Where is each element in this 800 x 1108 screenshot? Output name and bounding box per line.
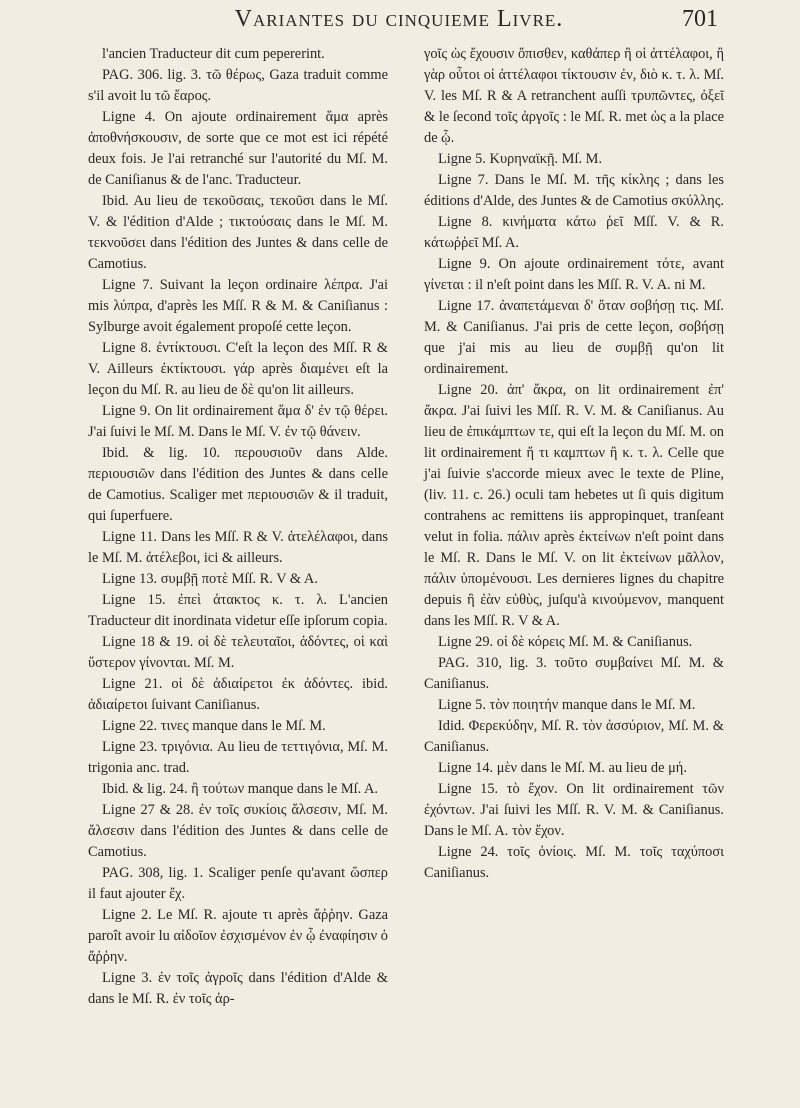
paragraph: Ligne 5. τὸν ποιητήν manque dans le Mſ. M. <box>438 697 696 713</box>
paragraph: Ibid. & lig. 24. ἢ τούτων manque dans le Mſ. A. <box>102 781 379 797</box>
paragraph: Ligne 7. Suivant la leçon ordinaire λέπρα. J'ai mis λύπρα, d'après les Mſſ. R & M. & Caniſianus : Sylburge avoit également propoſé cette leçon. <box>88 277 388 335</box>
paragraph: Ligne 20. ἀπ' ἄκρα, on lit ordinairement ἐπ' ἄκρα. J'ai ſuivi les Mſſ. R. V. M. & Caniſianus. Au lieu de ἐπικάμπτων τε, qui eſt la leçon du Mſ. M. on lit ordinairement ἤ τι καμπτων ἢ κ. τ. λ. Celle que j'ai ſuivie s'accorde mieux avec le texte de Pline, (liv. 11. c. 26.) oculi tam hebetes ut ſi quis digitum contrahens ac remittens iis appropinquet, tranſeant velut in folia. πάλιν après ἐκτείνων n'eſt point dans le Mſ. R. Dans le Mſ. V. on lit ἐκτείνων μᾶλλον, πάλιν ὑπομένουσι. Les dernieres lignes du chapitre depuis ἢ ἐὰν εὐθὺς, juſqu'à κινούμενον, manquent dans les Mſſ. R. V & A. <box>424 382 724 629</box>
paragraph: Ligne 15. τὸ ἔχον. On lit ordinairement τῶν ἐχόντων. J'ai ſuivi les Mſſ. R. V. M. & Caniſianus. Dans le Mſ. A. τὸν ἔχον. <box>424 781 724 839</box>
right-column <box>424 44 724 884</box>
paragraph: γοῖς ὡς ἔχουσιν ὄπισθεν, καθάπερ ἢ οἱ ἀττέλαφοι, ἢ γὰρ οὗτοι οἱ ἀττέλαφοι τίκτουσιν ἐν, διὸ κ. τ. λ. Mſ. V. les Mſ. R & A retranchent auſſi τρυπῶντες, ὀξεῖ & le ſecond τοῖς ἀργοῖς : le Mſ. R. met ὡς a la place de ᾧ. <box>424 46 724 146</box>
paragraph: l'ancien Traducteur dit cum pepererint. <box>102 46 325 62</box>
paragraph: Ligne 24. τοῖς ὀνίοις. Mſ. M. τοῖς ταχύποσι Caniſianus. <box>424 844 724 881</box>
paragraph: Ligne 3. ἐν τοῖς ἀγροῖς dans l'édition d'Alde & dans le Mſ. R. ἐν τοῖς ἀρ- <box>88 970 388 1007</box>
paragraph: Ligne 8. ἐντίκτουσι. C'eſt la leçon des Mſſ. R & V. Ailleurs ἐκτίκτουσι. γάρ après διαμένει eſt la leçon du Mſ. R. au lieu de δὲ qu'on lit ailleurs. <box>88 340 388 398</box>
paragraph: Ligne 11. Dans les Mſſ. R & V. ἀτελέλαφοι, dans le Mſ. M. ἀτέλεβοι, ici & ailleurs. <box>88 529 388 566</box>
paragraph: Ligne 22. τινες manque dans le Mſ. M. <box>102 718 326 734</box>
paragraph: Ligne 2. Le Mſ. R. ajoute τι après ἄῤῥην. Gaza paroît avoir lu αἰδοῖον ἐσχισμένον ἐν ᾧ ἐναφίησιν ὁ ἄῤῥην. <box>88 907 388 965</box>
paragraph: Ligne 18 & 19. οἱ δὲ τελευταῖοι, ἀδόντες, οἱ καὶ ὕστερον γίνονται. Mſ. M. <box>88 634 388 671</box>
paragraph: Ibid. & lig. 10. περουσιοῦν dans Alde. περιουσιῶν dans l'édition des Juntes & dans celle de Camotius. Scaliger met περιουσιῶν & il traduit, qui ſuperfuere. <box>88 445 388 524</box>
paragraph: Ligne 17. ἀναπετάμεναι δ' ὅταν σοβήσῃ τις. Mſ. M. & Caniſianus. J'ai pris de cette leçon, σοβήσῃ que j'ai mis au lieu de συμβῇ qu'on lit ordinairement. <box>424 298 724 377</box>
paragraph: PAG. 310, lig. 3. τοῦτο συμβαίνει Mſ. M. & Caniſianus. <box>424 655 724 692</box>
paragraph: Ligne 4. On ajoute ordinairement ἅμα après ἀποθνήσκουσιν, de sorte que ce mot est ici répété deux fois. Je l'ai retranché sur l'autorité du Mſ. M. de Caniſianus & de l'anc. Traducteur. <box>88 109 388 188</box>
paragraph: Ligne 5. Κυρηναϊκῇ. Mſ. M. <box>438 151 603 167</box>
page-number: 701 <box>682 6 718 32</box>
paragraph: Ligne 14. μὲν dans le Mſ. M. au lieu de μή. <box>438 760 687 776</box>
running-head: Variantes du cinquieme Livre. <box>234 6 564 32</box>
paragraph: Ligne 9. On lit ordinairement ἅμα δ' ἐν τῷ θέρει. J'ai ſuivi le Mſ. M. Dans le Mſ. V. ἐν τῷ θάνειν. <box>88 403 388 440</box>
paragraph: Idid. Φερεκύδην, Mſ. R. τὸν ἀσσύριον, Mſ. M. & Caniſianus. <box>424 718 724 755</box>
paragraph: Ligne 8. κινήματα κάτω ῥεῖ Mſſ. V. & R. κάτωῤῥεῖ Mſ. A. <box>424 214 724 251</box>
paragraph: Ligne 27 & 28. ἐν τοῖς συκίοις ἄλσεσιν, Mſ. M. ἄλσεσιν dans l'édition des Juntes & dans celle de Camotius. <box>88 802 388 860</box>
paragraph: Ibid. Au lieu de τεκοῦσαις, τεκοῦσι dans le Mſ. V. & l'édition d'Alde ; τικτούσαις dans le Mſ. M. τεκνοῦσει dans l'édition des Juntes & dans celle de Camotius. <box>88 193 388 272</box>
paragraph: Ligne 9. On ajoute ordinairement τότε, avant γίνεται : il n'eſt point dans les Mſſ. R. V. A. ni M. <box>424 256 724 293</box>
paragraph: Ligne 21. οἱ δὲ ἀδιαίρετοι ἐκ ἀδόντες. ibid. ἀδιαίρετοι ſuivant Caniſianus. <box>88 676 388 713</box>
left-column <box>88 44 388 1010</box>
paragraph: Ligne 13. συμβῇ ποτὲ Mſſ. R. V & A. <box>102 571 318 587</box>
paragraph: Ligne 29. οἱ δὲ κόρεις Mſ. M. & Caniſianus. <box>438 634 693 650</box>
page-header <box>84 6 718 36</box>
paragraph: PAG. 308, lig. 1. Scaliger penſe qu'avant ὥσπερ il faut ajouter ἔχ. <box>88 865 388 902</box>
paragraph: Ligne 15. ἐπεὶ ἀτακτος κ. τ. λ. L'ancien Traducteur dit inordinata videtur eſſe ipſorum copia. <box>88 592 388 629</box>
paragraph: PAG. 306. lig. 3. τῶ θέρως, Gaza traduit comme s'il avoit lu τῶ ἔαρος. <box>88 67 388 104</box>
paragraph: Ligne 7. Dans le Mſ. M. τῆς κίκλης ; dans les éditions d'Alde, des Juntes & de Camotius σκύλλης. <box>424 172 724 209</box>
paragraph: Ligne 23. τριγόνια. Au lieu de τεττιγόνια, Mſ. M. trigonia anc. trad. <box>88 739 388 776</box>
